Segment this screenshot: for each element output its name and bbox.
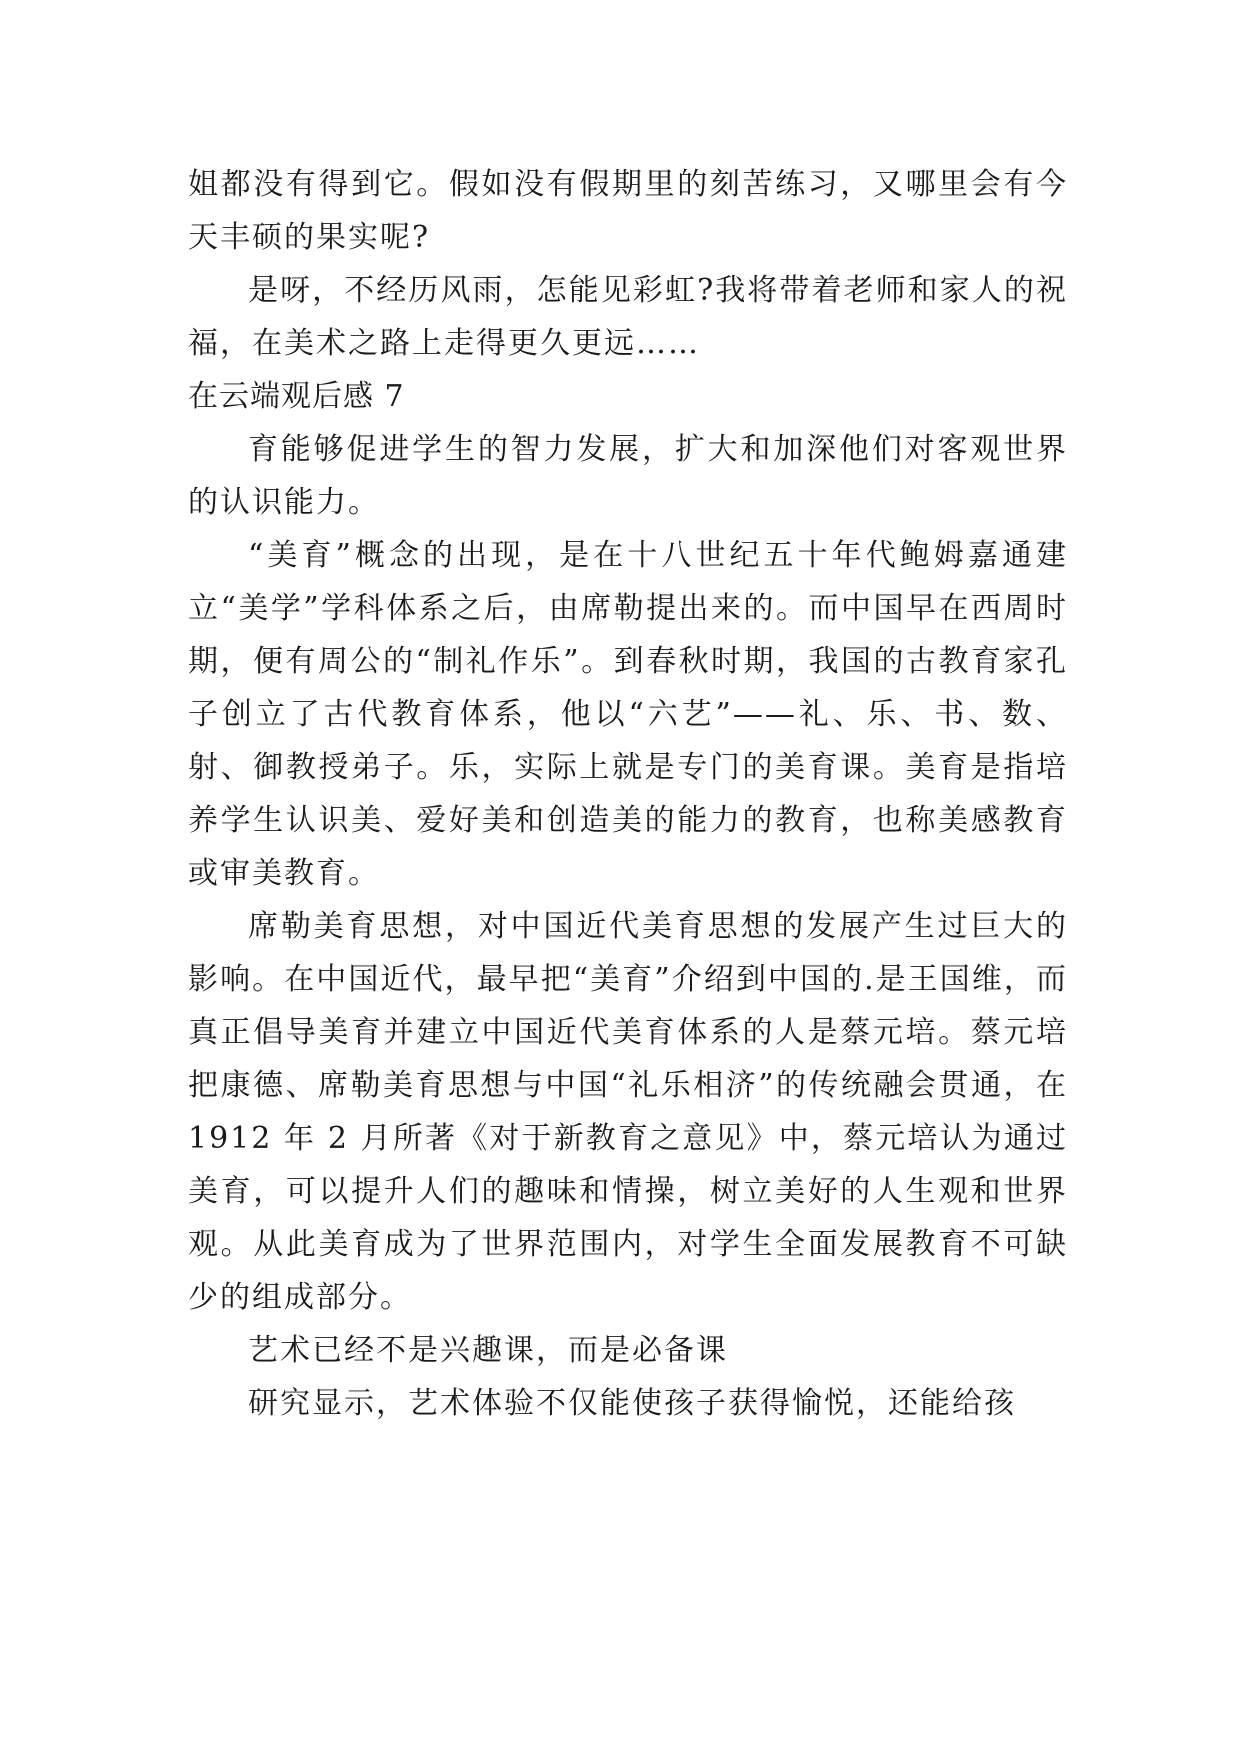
paragraph: 育能够促进学生的智力发展，扩大和加深他们对客观世界的认识能力。 <box>188 432 1068 520</box>
section-heading: 在云端观后感 7 <box>188 379 405 414</box>
paragraph-continuation: 姐都没有得到它。假如没有假期里的刻苦练习，又哪里会有今天丰硕的果实呢? <box>188 167 1068 255</box>
paragraph: 席勒美育思想，对中国近代美育思想的发展产生过巨大的影响。在中国近代，最早把“美育”介绍到中国的.是王国维，而真正倡导美育并建立中国近代美育体系的人是蔡元培。蔡元培把康德、席勒美育思想与中国“礼乐相济”的传统融会贯通，在 1912 年 2 月所著《对于新教育之意见》中，蔡元培认为通过美育，可以提升人们的趣味和情操，树立美好的人生观和世界观。从此美育成为了世界范围内，对学生全面发展教育不可缺少的组成部分。 <box>188 909 1068 1315</box>
paragraph: “美育”概念的出现，是在十八世纪五十年代鲍姆嘉通建立“美学”学科体系之后，由席勒提出来的。而中国早在西周时期，便有周公的“制礼作乐”。到春秋时期，我国的古教育家孔子创立了古代教育体系，他以“六艺”——礼、乐、书、数、射、御教授弟子。乐，实际上就是专门的美育课。美育是指培养学生认识美、爱好美和创造美的能力的教育，也称美感教育或审美教育。 <box>188 538 1068 891</box>
document-body <box>188 158 1068 1430</box>
paragraph: 研究显示，艺术体验不仅能使孩子获得愉悦，还能给孩 <box>248 1386 1016 1421</box>
paragraph: 是呀，不经历风雨，怎能见彩虹?我将带着老师和家人的祝福，在美术之路上走得更久更远…… <box>188 273 1068 361</box>
paragraph-subheading: 艺术已经不是兴趣课，而是必备课 <box>248 1333 728 1368</box>
